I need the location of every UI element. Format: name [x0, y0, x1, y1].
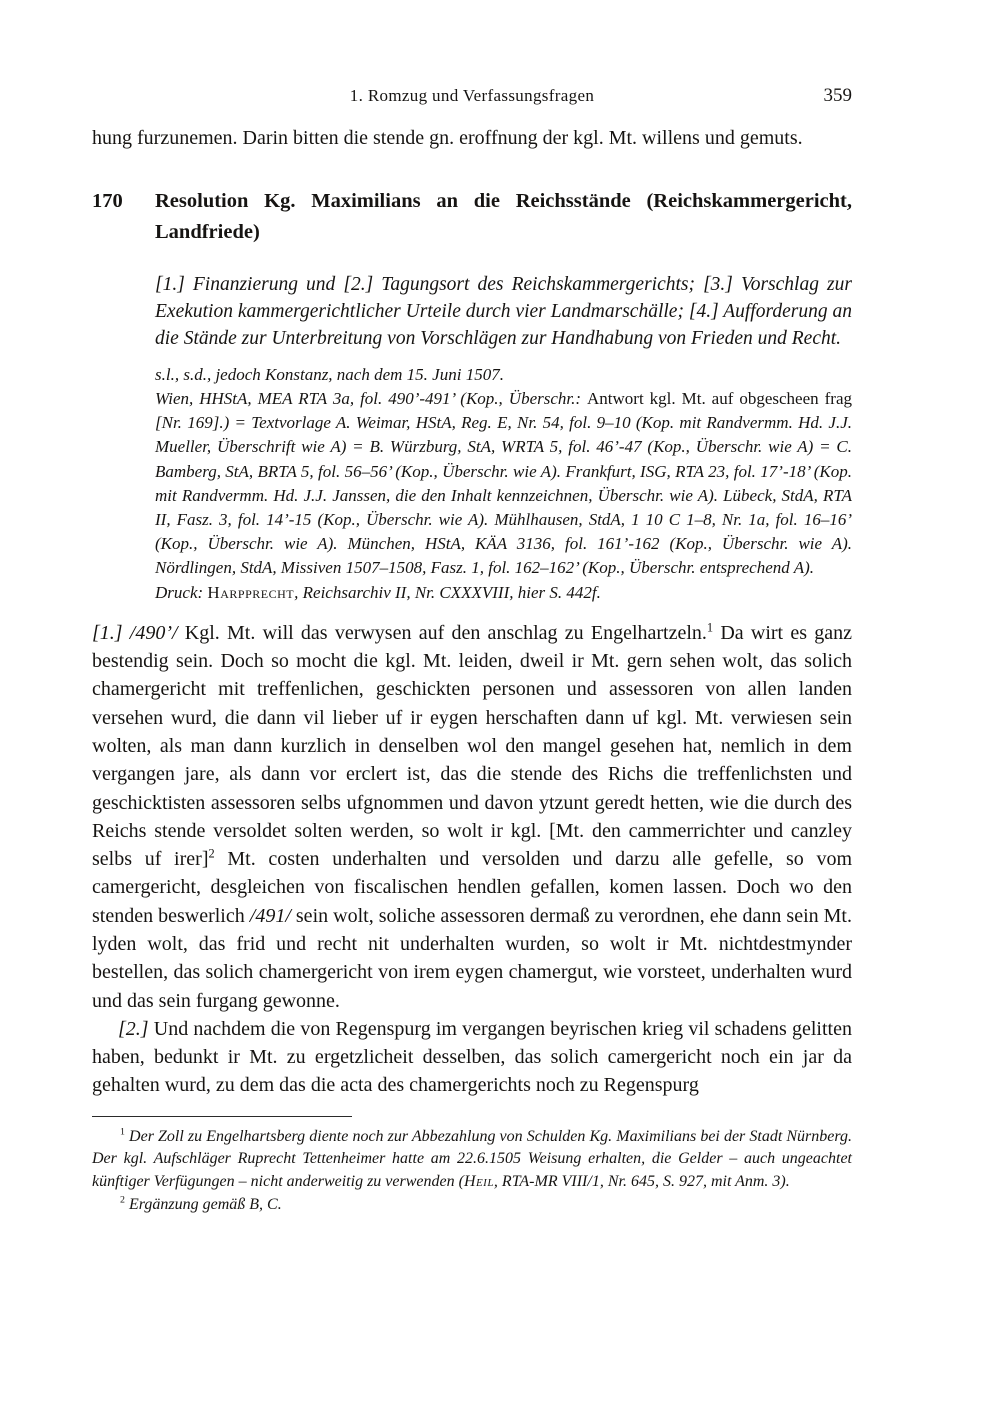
footnotes-section [92, 1116, 852, 1217]
entry-number: 170 [92, 190, 123, 213]
lead-paragraph: hung furzunemen. Darin bitten die stende gn. eroffnung der kgl. Mt. willens und gemuts. [92, 127, 803, 149]
source-block [155, 363, 852, 605]
page-header [92, 86, 852, 106]
body-paragraph-1: [1.] /490’/ Kgl. Mt. will das verwysen auf den anschlag zu Engelhartzeln.$^1$ Da wirt es ganz bestendig sein. Doch so mocht die kgl. Mt. leiden, dweil ir Mt. gern sehen wolt, das solich chamergericht mit treffenlichen, geschickten personen und assessoren von allen landen versehen wurd, die dann vil lieber uf ir eygen herschaften dann uf kgl. Mt. verwiesen sein wolten, als man dann kurzlich in denselben wol den mangel gesehen hat, nemlich in dem vergangen jare, als dann vor erclert ist, das die stende des Richs die treffenlichsten und geschicktisten assessoren selbs ufgnommen und davon ytzunt geredt hetten, wie die durch des Reichs stende versoldet solten werden, so wolt ir kgl. [Mt. den cammerrichter und canzley selbs uf irer]$^2$ Mt. costen underhalten und versolden und darzu alle gefelle, so vom camergericht, desgleichen von fiscalischen hendlen gefallen, komen lassen. Doch wo den stenden beswerlich /491/ sein wolt, soliche assessoren dermaß zu verordnen, ehe dann sein Mt. lyden wolt, das frid und recht nit underhalten wurden, so wolt ir Mt. nichtdestmynder bestellen, das solich chamergericht von irem eygen chamergut, wie vorsteet, underhalten wurd und das sein furgang gewonne. [92, 620, 852, 1012]
footnote-2: $^2$ Ergänzung gemäß B, C. [120, 1194, 282, 1213]
footnote-1: $^1$ Der Zoll zu Engelhartsberg diente noch zur Abbezahlung von Schulden Kg. Maximilians bei der Stadt Nürnberg. Der kgl. Aufschläger Ruprecht Tettenheimer hatte am 22.6.1505 Weisung erhalten, die Gelder – auch ungeachtet künftiger Verfügungen – nicht anderweitig zu verwenden (Heil, RTA-MR VIII/1, Nr. 645, S. 927, mit Anm. 3). [92, 1126, 852, 1191]
body-paragraph-2: [2.] Und nachdem die von Regenspurg im vergangen beyrischen krieg vil schadens gelitten haben, bedunkt ir Mt. zu ergetzlicheit desselben, das solich camergericht noch ein jar da gehalten wurd, zu dem das die acta des chamergerichts noch zu Regenspurg [92, 1017, 852, 1097]
entry-dateline: s.l., s.d., jedoch Konstanz, nach dem 15. Juni 1507. [155, 364, 504, 384]
entry-heading [92, 186, 852, 248]
footnote-separator-rule [92, 1116, 352, 1117]
print-reference: Druck: Harpprecht, Reichsarchiv II, Nr. CXXXVIII, hier S. 442f. [155, 582, 601, 602]
running-head: 1. Romzug und Verfassungsfragen [349, 86, 595, 105]
source-description: Wien, HHStA, MEA RTA 3a, fol. 490’-491’ (Kop., Überschr.: Antwort kgl. Mt. auf obgescheen frag [Nr. 169].) = Textvorlage A. Weimar, HStA, Reg. E, Nr. 54, fol. 9–10 (Kop. mit Randvermm. Hd. J.J. Mueller, Überschrift wie A) = B. Würzburg, StA, WRTA 5, fol. 46’-47 (Kop., Überschr. wie A) = C. Bamberg, StA, BRTA 5, fol. 56–56’ (Kop., Überschr. wie A). Frankfurt, ISG, RTA 23, fol. 17’-18’ (Kop. mit Randvermm. Hd. J.J. Janssen, die den Inhalt kennzeichnen, Überschr. wie A). Lübeck, StdA, RTA II, Fasz. 3, fol. 14’-15 (Kop., Überschr. wie A). Mühlhausen, StdA, 1 10 C 1–8, Nr. 1a, fol. 16–16’ (Kop., Überschr. wie A). München, HStA, KÄA 3136, fol. 161’-162 (Kop., Überschr. wie A). Nördlingen, StdA, Missiven 1507–1508, Fasz. 1, fol. 162–162’ (Kop., Überschr. entsprechend A). [155, 388, 852, 578]
page-number: 359 [823, 85, 852, 106]
entry-summary: [1.] Finanzierung und [2.] Tagungsort des Reichskammergerichts; [3.] Vorschlag zur Exekution kammergerichtlicher Urteile durch vier Landmarschälle; [4.] Aufforderung an die Stände zur Unterbreitung von Vorschlägen zur Handhabung von Frieden und Recht. [155, 274, 852, 349]
entry-170 [92, 186, 852, 1099]
entry-title: Resolution Kg. Maximilians an die Reichsstände (Reichskammergericht, Landfriede) [155, 190, 852, 244]
